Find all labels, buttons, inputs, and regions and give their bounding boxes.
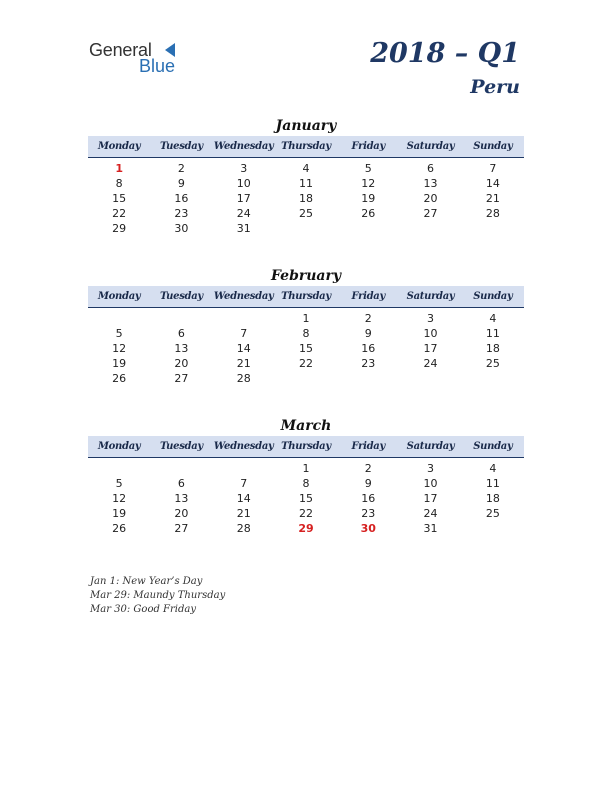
day-cell: 4 <box>489 462 497 475</box>
day-cell: 2 <box>364 312 372 325</box>
weekday-label: Friday <box>351 141 385 152</box>
day-cell: 9 <box>364 327 372 340</box>
month-january <box>88 116 524 236</box>
day-cell: 20 <box>174 507 189 520</box>
day-cell: 16 <box>174 192 189 205</box>
day-cell: 15 <box>298 342 313 355</box>
holiday-note: Mar 29: Maundy Thursday <box>90 590 226 601</box>
day-cell: 24 <box>423 357 438 370</box>
week-row <box>88 341 524 356</box>
holiday-day-cell: 1 <box>115 162 123 175</box>
day-cell: 1 <box>302 312 310 325</box>
weekday-label: Wednesday <box>213 291 274 302</box>
day-cell: 21 <box>236 357 251 370</box>
holiday-note: Mar 30: Good Friday <box>90 604 196 615</box>
day-cell <box>275 371 337 386</box>
day-cell: 14 <box>485 177 500 190</box>
week-row <box>88 356 524 371</box>
day-cell: 8 <box>302 477 310 490</box>
month-name: March <box>280 418 332 434</box>
day-cell: 2 <box>364 462 372 475</box>
day-cell: 10 <box>236 177 251 190</box>
day-cell: 31 <box>423 522 438 535</box>
day-cell: 27 <box>423 207 438 220</box>
weekday-label: Friday <box>351 441 385 452</box>
day-cell: 26 <box>112 372 127 385</box>
day-cell: 8 <box>115 177 123 190</box>
day-cell: 13 <box>423 177 438 190</box>
day-cell: 28 <box>236 372 251 385</box>
holiday-note: Jan 1: New Year’s Day <box>90 576 203 587</box>
day-cell: 20 <box>423 192 438 205</box>
weekday-label: Wednesday <box>213 441 274 452</box>
day-cell: 26 <box>112 522 127 535</box>
month-name: February <box>270 268 341 284</box>
week-row <box>88 206 524 221</box>
logo-flag-icon <box>155 43 175 57</box>
week-row <box>88 311 524 326</box>
week-row <box>88 371 524 386</box>
week-row <box>88 461 524 476</box>
day-cell: 13 <box>174 342 189 355</box>
page-subtitle: Peru <box>470 76 520 98</box>
day-cell: 13 <box>174 492 189 505</box>
month-march <box>88 416 524 536</box>
day-cell: 18 <box>485 492 500 505</box>
day-cell: 7 <box>240 477 248 490</box>
day-cell <box>150 461 212 476</box>
day-cell: 16 <box>361 492 376 505</box>
week-row <box>88 326 524 341</box>
day-cell: 19 <box>361 192 376 205</box>
day-cell: 11 <box>485 327 500 340</box>
day-cell: 10 <box>423 327 438 340</box>
day-cell: 9 <box>177 177 185 190</box>
day-cell <box>399 221 461 236</box>
day-cell: 7 <box>489 162 497 175</box>
weekday-header-row <box>88 436 524 458</box>
day-cell <box>150 311 212 326</box>
weekday-label: Sunday <box>473 441 513 452</box>
day-cell: 29 <box>112 222 127 235</box>
day-cell: 3 <box>427 462 435 475</box>
weekday-label: Monday <box>97 141 141 152</box>
day-cell: 17 <box>423 342 438 355</box>
day-cell <box>337 371 399 386</box>
day-cell: 27 <box>174 372 189 385</box>
day-cell: 3 <box>240 162 248 175</box>
day-cell <box>88 461 150 476</box>
day-cell: 24 <box>423 507 438 520</box>
day-cell <box>88 311 150 326</box>
weekday-header-row <box>88 136 524 158</box>
day-cell: 22 <box>112 207 127 220</box>
holiday-day-cell: 30 <box>360 522 376 535</box>
weekday-label: Monday <box>97 291 141 302</box>
day-cell: 12 <box>361 177 376 190</box>
day-cell <box>399 371 461 386</box>
weekday-label: Saturday <box>406 141 455 152</box>
day-cell: 24 <box>236 207 251 220</box>
week-row <box>88 476 524 491</box>
day-cell: 14 <box>236 342 251 355</box>
day-cell: 15 <box>298 492 313 505</box>
day-cell: 12 <box>112 342 127 355</box>
day-cell: 6 <box>427 162 435 175</box>
day-cell <box>337 221 399 236</box>
generalblue-logo <box>89 40 189 76</box>
weekday-label: Friday <box>351 291 385 302</box>
weekday-label: Thursday <box>281 141 331 152</box>
day-cell: 17 <box>423 492 438 505</box>
day-cell: 14 <box>236 492 251 505</box>
day-cell: 16 <box>361 342 376 355</box>
day-cell: 2 <box>177 162 185 175</box>
day-cell <box>213 461 275 476</box>
week-row <box>88 191 524 206</box>
day-cell: 1 <box>302 462 310 475</box>
week-row <box>88 176 524 191</box>
day-cell: 31 <box>236 222 251 235</box>
weekday-label: Tuesday <box>159 291 203 302</box>
day-cell: 6 <box>177 327 185 340</box>
day-cell: 11 <box>298 177 313 190</box>
weekday-label: Saturday <box>406 291 455 302</box>
day-cell: 23 <box>361 357 376 370</box>
day-cell: 19 <box>112 507 127 520</box>
day-cell: 18 <box>485 342 500 355</box>
day-cell: 22 <box>298 357 313 370</box>
month-name: January <box>275 118 337 134</box>
weekday-label: Thursday <box>281 291 331 302</box>
day-cell: 20 <box>174 357 189 370</box>
day-cell: 21 <box>485 192 500 205</box>
day-cell: 18 <box>298 192 313 205</box>
weekday-label: Sunday <box>473 141 513 152</box>
week-row <box>88 221 524 236</box>
day-cell: 25 <box>485 507 500 520</box>
logo-general-text: General <box>89 40 152 60</box>
day-cell <box>462 371 524 386</box>
day-cell: 9 <box>364 477 372 490</box>
day-cell: 4 <box>302 162 310 175</box>
day-cell: 5 <box>115 477 123 490</box>
weekday-label: Sunday <box>473 291 513 302</box>
day-cell: 22 <box>298 507 313 520</box>
weekday-header-row <box>88 286 524 308</box>
day-cell: 15 <box>112 192 127 205</box>
day-cell: 21 <box>236 507 251 520</box>
day-cell: 7 <box>240 327 248 340</box>
day-cell: 28 <box>485 207 500 220</box>
day-cell: 19 <box>112 357 127 370</box>
holiday-list <box>90 575 225 617</box>
page-title: 2018 – Q1 <box>370 38 520 69</box>
day-cell: 4 <box>489 312 497 325</box>
day-cell: 25 <box>485 357 500 370</box>
week-row <box>88 161 524 176</box>
weekday-label: Monday <box>97 441 141 452</box>
week-row <box>88 521 524 536</box>
weekday-label: Thursday <box>281 441 331 452</box>
day-cell: 3 <box>427 312 435 325</box>
day-cell: 25 <box>298 207 313 220</box>
day-cell: 27 <box>174 522 189 535</box>
holiday-day-cell: 29 <box>298 522 314 535</box>
day-cell: 28 <box>236 522 251 535</box>
week-row <box>88 506 524 521</box>
day-cell: 5 <box>115 327 123 340</box>
logo-blue-text: Blue <box>139 56 176 76</box>
day-cell: 17 <box>236 192 251 205</box>
day-cell: 12 <box>112 492 127 505</box>
weekday-label: Wednesday <box>213 141 274 152</box>
day-cell: 5 <box>364 162 372 175</box>
day-cell <box>275 221 337 236</box>
weekday-label: Tuesday <box>159 141 203 152</box>
day-cell: 26 <box>361 207 376 220</box>
weekday-label: Saturday <box>406 441 455 452</box>
day-cell: 23 <box>361 507 376 520</box>
day-cell: 23 <box>174 207 189 220</box>
day-cell: 30 <box>174 222 189 235</box>
day-cell: 8 <box>302 327 310 340</box>
day-cell <box>462 521 524 536</box>
day-cell <box>462 221 524 236</box>
weekday-label: Tuesday <box>159 441 203 452</box>
day-cell <box>213 311 275 326</box>
month-february <box>88 266 524 386</box>
day-cell: 11 <box>485 477 500 490</box>
day-cell: 10 <box>423 477 438 490</box>
week-row <box>88 491 524 506</box>
day-cell: 6 <box>177 477 185 490</box>
